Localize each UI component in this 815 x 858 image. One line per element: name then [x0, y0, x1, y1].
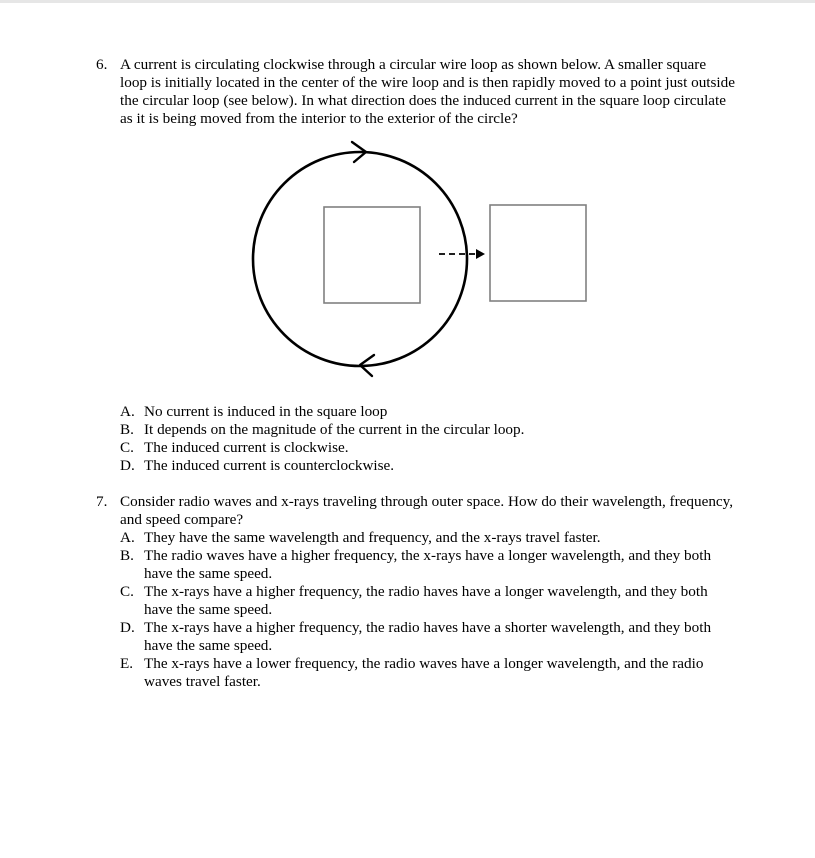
square-loop-initial — [324, 207, 420, 303]
choice-7b — [120, 547, 736, 583]
choice-label: A. — [120, 529, 135, 546]
question-6-text: A current is circulating clockwise through a circular wire loop as shown below. A smaller square loop is initially located in the center of the wire loop and is then rapidly moved to a point just outside the circular loop (see below). In what direction does the induced current in the square loop circulate as it is being moved from the interior to the exterior of the circle? — [120, 56, 735, 127]
question-6-choices — [120, 403, 720, 475]
choice-6b — [120, 421, 720, 439]
question-6 — [96, 56, 736, 128]
question-7 — [96, 493, 736, 691]
choice-7c — [120, 583, 736, 619]
choice-7d — [120, 619, 736, 655]
choice-label: C. — [120, 583, 134, 600]
choice-text: The induced current is counterclockwise. — [144, 457, 395, 474]
question-7-text: Consider radio waves and x-rays traveling through outer space. How do their wavelength, frequency, and speed compare? — [120, 493, 734, 528]
page-top-border — [0, 0, 815, 3]
choice-label: E. — [120, 655, 134, 672]
choice-6c — [120, 439, 720, 457]
question-7-choices — [120, 529, 736, 691]
choice-text: The x-rays have a higher frequency, the radio haves have a shorter wavelength, and they both have the same speed. — [144, 619, 712, 654]
choice-text: The radio waves have a higher frequency, the x-rays have a longer wavelength, and they both have the same speed. — [144, 547, 712, 582]
choice-7e — [120, 655, 736, 691]
choice-label: A. — [120, 403, 135, 420]
choice-label: D. — [120, 457, 135, 474]
choice-label: B. — [120, 547, 134, 564]
choice-6d — [120, 457, 720, 475]
circular-loop-diagram — [240, 134, 600, 384]
square-loop-final — [490, 205, 586, 301]
choice-6a — [120, 403, 720, 421]
choice-text: It depends on the magnitude of the current in the circular loop. — [144, 421, 525, 438]
movement-arrow-icon — [476, 249, 485, 259]
circular-wire-loop — [253, 152, 467, 366]
choice-text: They have the same wavelength and frequency, and the x-rays travel faster. — [144, 529, 601, 546]
choice-text: No current is induced in the square loop — [144, 403, 388, 420]
question-7-number: 7. — [96, 493, 108, 510]
choice-text: The x-rays have a lower frequency, the radio waves have a longer wavelength, and the radio waves travel faster. — [144, 655, 704, 690]
choice-label: D. — [120, 619, 135, 636]
choice-text: The induced current is clockwise. — [144, 439, 349, 456]
question-6-number: 6. — [96, 56, 108, 73]
choice-label: B. — [120, 421, 134, 438]
choice-label: C. — [120, 439, 134, 456]
choice-7a — [120, 529, 736, 547]
choice-text: The x-rays have a higher frequency, the radio haves have a longer wavelength, and they both have the same speed. — [144, 583, 708, 618]
